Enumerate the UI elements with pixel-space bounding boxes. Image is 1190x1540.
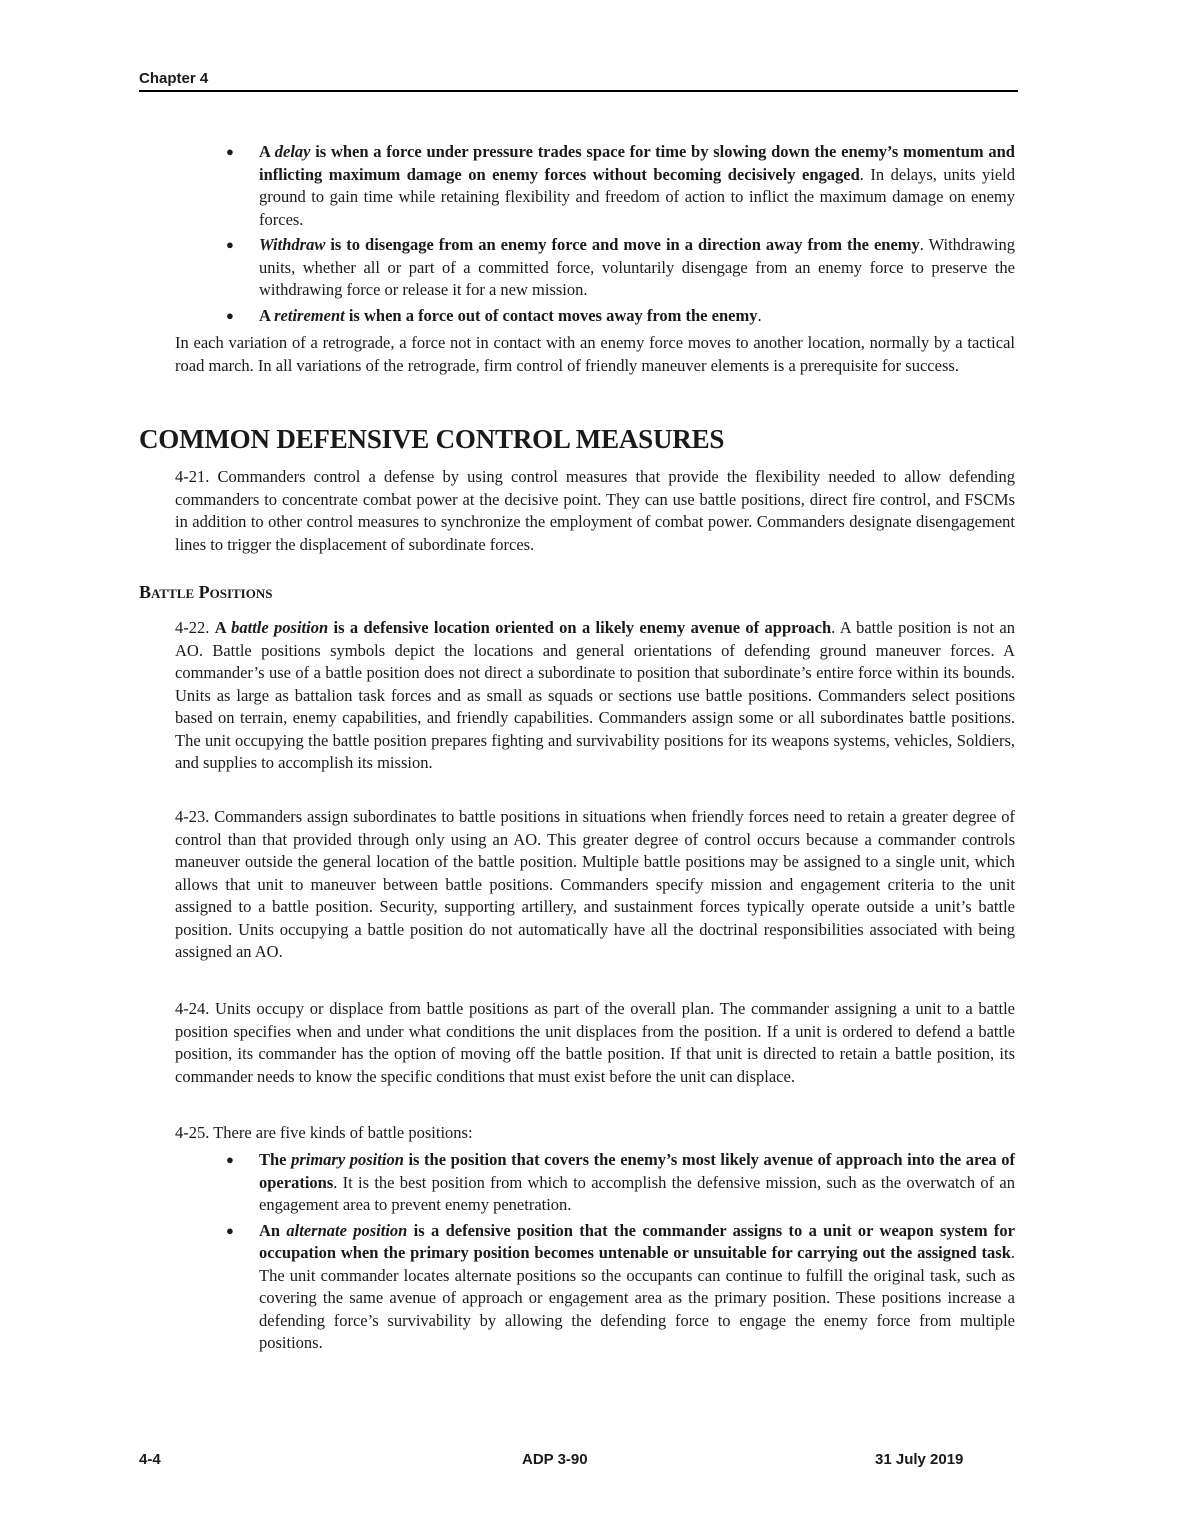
term-primary-position: primary position (291, 1150, 404, 1169)
list-item: ● An alternate position is a defensive position that the commander assigns to a unit or weapon system for occupation when the primary position becomes untenable or unsuitable for carrying out the assigned task. The unit commander locates alternate positions so the occupants can continue to fulfill the original task, such as covering the same avenue of approach or engagement area as the primary position. These positions increase a defending force’s survivability by allowing the defending force to engage the enemy force from multiple positions. (226, 1220, 1016, 1352)
retrograde-bullet-list (226, 141, 1015, 330)
term-withdraw: Withdraw (259, 235, 326, 254)
term-battle-position: battle position (231, 618, 329, 637)
footer-publication: ADP 3-90 (522, 1451, 588, 1468)
term-retirement: retirement (274, 305, 345, 325)
list-item: ● A retirement is when a force out of contact moves away from the enemy. (226, 305, 1015, 328)
paragraph-4-25: 4-25. There are five kinds of battle positions: (175, 1123, 473, 1142)
retrograde-paragraph: In each variation of a retrograde, a force not in contact with an enemy force moves to another location, normally by a tactical road march. In all variations of the retrograde, firm control of friendly maneuver elements is a prerequisite for success. (175, 333, 1015, 375)
paragraph-4-21: 4-21. Commanders control a defense by using control measures that provide the flexibility needed to allow defending commanders to concentrate combat power at the decisive point. They can use battle positions, direct fire control, and FSCMs in addition to other control measures to synchronize the employment of combat power. Commanders designate disengagement lines to trigger the displacement of subordinate forces. (175, 467, 1015, 554)
chapter-label: Chapter 4 (139, 70, 209, 87)
footer-page-number: 4-4 (139, 1451, 161, 1468)
term-alternate-position: alternate position (286, 1220, 408, 1240)
battle-position-bullet-list (226, 1149, 1015, 1358)
section-title: COMMON DEFENSIVE CONTROL MEASURES (139, 424, 725, 454)
list-item: ● Withdraw is to disengage from an enemy force and move in a direction away from the enemy. Withdrawing units, whether all or part of a committed force, voluntarily disengage from an enemy force to preserve the withdrawing force or release it for a new mission. (226, 235, 1016, 299)
subsection-title: Battle Positions (139, 582, 273, 602)
bullet-icon: ● (226, 144, 234, 159)
list-item: ● A delay is when a force under pressure trades space for time by slowing down the enemy’s momentum and inflicting maximum damage on enemy forces without becoming decisively engaged. In delays, units yield ground to gain time while retaining flexibility and freedom of action to inflict the maximum damage on enemy forces. (226, 142, 1015, 229)
bullet-icon: ● (226, 307, 234, 323)
paragraph-4-23: 4-23. Commanders assign subordinates to battle positions in situations when friendly forces need to retain a greater degree of control than that provided through only using an AO. This greater degree of control occurs because a commander controls maneuver outside the general location of the battle position. Multiple battle positions may be assigned to a single unit, which allows that unit to maneuver between battle positions. Commanders specify mission and engagement criteria to the unit assigned to a battle position. Security, supporting artillery, and sustainment forces typically operate outside a unit’s battle position. Units occupying a battle position do not automatically have all the doctrinal responsibilities associated with being assigned an AO. (175, 807, 1015, 961)
bullet-icon: ● (226, 1152, 234, 1167)
paragraph-4-24: 4-24. Units occupy or displace from battle positions as part of the overall plan. The commander assigning a unit to a battle position specifies when and under what conditions the unit displaces from the position. If a unit is ordered to defend a battle position, its commander has the option of moving off the battle position. If that unit is directed to retain a battle position, its commander needs to know the specific conditions that must exist before the unit can displace. (175, 999, 1015, 1086)
term-delay: delay (274, 142, 311, 161)
paragraph-4-22: 4-22. A battle position is a defensive location oriented on a likely enemy avenue of approach. A battle position is not an AO. Battle positions symbols depict the locations and general orientations of defending ground maneuver forces. A commander’s use of a battle position does not direct a subordinate to position that subordinate’s entire force within its bounds. Units as large as battalion task forces and as small as squads or sections use battle positions. Commanders select positions based on terrain, enemy capabilities, and friendly capabilities. Commanders assign some or all subordinates battle positions. The unit occupying the battle position prepares fighting and survivability positions for its weapons systems, vehicles, Soldiers, and supplies to accomplish its mission. (175, 618, 1015, 772)
list-item: ● The primary position is the position that covers the enemy’s most likely avenue of approach into the area of operations. It is the best position from which to accomplish the defensive mission, such as the overwatch of an engagement area to prevent enemy penetration. (226, 1150, 1015, 1214)
chapter-header (139, 70, 1018, 92)
bullet-icon: ● (226, 1222, 234, 1238)
bullet-icon: ● (226, 237, 234, 252)
footer-date: 31 July 2019 (875, 1451, 964, 1468)
